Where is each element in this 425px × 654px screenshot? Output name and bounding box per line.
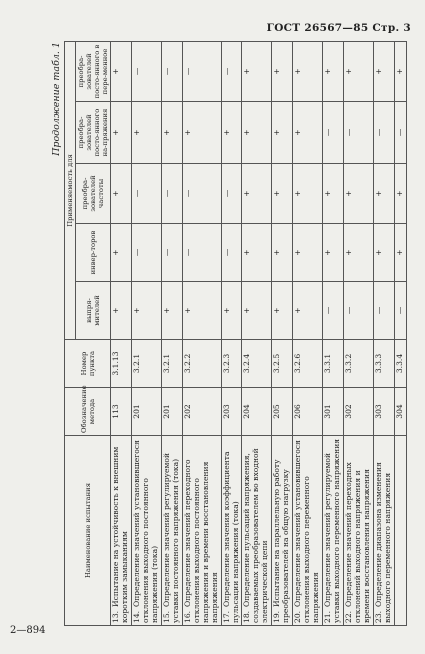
table-row: [182, 41, 221, 625]
applicability-mark: +: [373, 224, 394, 282]
clause-cell: 3.2.5: [272, 340, 293, 388]
page-header: ГОСТ 26567—85 Стр. 3: [266, 22, 411, 34]
applicability-mark: —: [221, 164, 242, 224]
applicability-mark: +: [373, 41, 394, 101]
test-name: Определение значений переходных отклонений выходного напряжения и времени восстановления напряжения: [344, 462, 371, 623]
applicability-mark: +: [111, 224, 132, 282]
applicability-mark: +: [221, 282, 242, 340]
applicability-mark: +: [394, 164, 406, 224]
clause-cell: 3.2.2: [182, 340, 221, 388]
test-table: [64, 41, 407, 626]
test-name-cell: [272, 436, 293, 626]
applicability-mark: +: [293, 282, 323, 340]
table-row: [394, 41, 406, 625]
clause-cell: 3.2.6: [293, 340, 323, 388]
table-row: [323, 41, 344, 625]
applicability-mark: +: [161, 282, 182, 340]
applicability-mark: +: [293, 224, 323, 282]
applicability-mark: —: [131, 224, 161, 282]
test-name-cell: [131, 436, 161, 626]
test-name: Определение пульсаций напряжения, создаваемых преобразователем во входной электрической цепи: [242, 448, 270, 623]
applicability-mark: —: [182, 41, 221, 101]
test-name-cell: [242, 436, 272, 626]
method-cell: 201: [161, 388, 182, 436]
applicability-mark: —: [323, 102, 344, 164]
col-rectifiers: выпря-мителей: [76, 282, 111, 340]
rotated-table-block: [51, 42, 406, 626]
applicability-mark: +: [394, 41, 406, 101]
applicability-mark: +: [242, 41, 272, 101]
row-number: 16.: [182, 610, 192, 623]
applicability-mark: —: [182, 164, 221, 224]
page-footer: 2—894: [10, 625, 46, 636]
test-name: Определение значений регулируемой уставки постоянного напряжения (тока): [161, 452, 180, 623]
applicability-mark: —: [221, 41, 242, 101]
row-number: 21.: [323, 610, 333, 623]
test-name-cell: [111, 436, 132, 626]
applicability-mark: +: [272, 41, 293, 101]
applicability-mark: —: [373, 102, 394, 164]
test-name-cell: [182, 436, 221, 626]
applicability-mark: +: [242, 102, 272, 164]
applicability-mark: +: [182, 282, 221, 340]
applicability-mark: +: [272, 224, 293, 282]
method-cell: 202: [182, 388, 221, 436]
applicability-mark: —: [394, 102, 406, 164]
method-cell: 201: [131, 388, 161, 436]
method-cell: 205: [272, 388, 293, 436]
applicability-mark: +: [293, 102, 323, 164]
test-name: Испытание на параллельную работу преобразователей на общую нагрузку: [272, 459, 291, 623]
test-name: Определение значений установившегося отклонения выходного постоянного напряжения (тока): [131, 440, 159, 623]
method-cell: 304: [394, 388, 406, 436]
applicability-mark: +: [111, 102, 132, 164]
col-method: Обозначение метода: [65, 388, 111, 436]
test-name-cell: [394, 436, 406, 626]
clause-cell: 3.3.1: [323, 340, 344, 388]
applicability-mark: +: [221, 102, 242, 164]
method-cell: 203: [221, 388, 242, 436]
clause-cell: 3.2.4: [242, 340, 272, 388]
applicability-mark: —: [394, 282, 406, 340]
applicability-mark: +: [182, 102, 221, 164]
test-name: Испытание на устойчивость к внешним коротким замыканиям: [111, 446, 130, 623]
clause-cell: 3.3.2: [344, 340, 374, 388]
applicability-mark: +: [111, 282, 132, 340]
clause-cell: 3.2.3: [221, 340, 242, 388]
applicability-mark: +: [161, 102, 182, 164]
row-number: 20.: [293, 610, 303, 623]
test-name: Определение значений регулируемой уставки выходного переменного напряжения: [323, 438, 342, 623]
clause-cell: 3.2.1: [161, 340, 182, 388]
clause-cell: 3.1.13: [111, 340, 132, 388]
table-row: [272, 41, 293, 625]
col-inverters: инвер-торов: [76, 224, 111, 282]
row-number: 15.: [161, 610, 171, 623]
applicability-mark: +: [131, 282, 161, 340]
applicability-mark: +: [272, 102, 293, 164]
applicability-mark: —: [182, 224, 221, 282]
table-row: [293, 41, 323, 625]
method-cell: 301: [323, 388, 344, 436]
applicability-mark: +: [373, 164, 394, 224]
test-name-cell: [221, 436, 242, 626]
applicability-mark: +: [323, 224, 344, 282]
table-row: [242, 41, 272, 625]
applicability-mark: —: [131, 164, 161, 224]
table-row: [111, 41, 132, 625]
test-name-cell: [344, 436, 374, 626]
applicability-mark: —: [131, 41, 161, 101]
table-row: [221, 41, 242, 625]
applicability-mark: +: [344, 224, 374, 282]
col-clause: Номер пункта: [65, 340, 111, 388]
clause-cell: 3.2.1: [131, 340, 161, 388]
applicability-mark: +: [323, 41, 344, 101]
method-cell: 303: [373, 388, 394, 436]
row-number: 19.: [272, 610, 282, 623]
row-number: 13.: [111, 610, 121, 623]
row-number: 17.: [221, 610, 231, 623]
applicability-mark: —: [161, 164, 182, 224]
method-cell: 204: [242, 388, 272, 436]
test-name: Определение диапазона изменения выходного переменного напряжения: [373, 462, 392, 623]
test-name-cell: [323, 436, 344, 626]
applicability-mark: +: [242, 282, 272, 340]
test-name-cell: [293, 436, 323, 626]
applicability-mark: —: [161, 41, 182, 101]
test-name: Определение значения коэффициента пульсации напряжения (тока): [221, 451, 240, 623]
row-number: 18.: [242, 610, 252, 623]
clause-cell: 3.3.3: [373, 340, 394, 388]
col-freq-conv: преобра-зователей частоты: [76, 164, 111, 224]
table-row: [131, 41, 161, 625]
table-caption: Продолжение табл. 1: [51, 42, 62, 156]
applicability-mark: +: [242, 224, 272, 282]
table-row: [344, 41, 374, 625]
applicability-mark: +: [293, 41, 323, 101]
applicability-mark: +: [111, 41, 132, 101]
test-name: Определение значений установившегося отклонения выходного переменного напряжения: [293, 440, 321, 623]
applicability-mark: —: [344, 102, 374, 164]
col-ac-conv: преобра-зователей посто-янного в пере-менное: [76, 41, 111, 101]
applicability-mark: +: [344, 41, 374, 101]
col-applicability: Применяемость для: [65, 41, 76, 339]
test-name: Определение значений переходного отклонения выходного постоянного напряжения и времени восстановления напряжения: [182, 459, 219, 623]
applicability-mark: +: [323, 164, 344, 224]
method-cell: 302: [344, 388, 374, 436]
applicability-mark: +: [293, 164, 323, 224]
col-name: Наименование испытания: [65, 436, 111, 626]
applicability-mark: +: [242, 164, 272, 224]
applicability-mark: +: [272, 164, 293, 224]
applicability-mark: —: [373, 282, 394, 340]
col-dc-conv: преобра-зователей посто-янного на-пряжения: [76, 102, 111, 164]
test-name-cell: [161, 436, 182, 626]
table-row: [373, 41, 394, 625]
applicability-mark: —: [323, 282, 344, 340]
applicability-mark: —: [344, 282, 374, 340]
applicability-mark: +: [394, 224, 406, 282]
table-row: [161, 41, 182, 625]
row-number: 23.: [373, 610, 383, 623]
applicability-mark: +: [131, 102, 161, 164]
test-name-cell: [373, 436, 394, 626]
row-number: 22.: [344, 610, 353, 623]
applicability-mark: +: [272, 282, 293, 340]
clause-cell: 3.3.4: [394, 340, 406, 388]
method-cell: 113: [111, 388, 132, 436]
row-number: 14.: [131, 610, 141, 623]
applicability-mark: +: [344, 164, 374, 224]
method-cell: 206: [293, 388, 323, 436]
applicability-mark: +: [111, 164, 132, 224]
applicability-mark: —: [221, 224, 242, 282]
applicability-mark: —: [161, 224, 182, 282]
